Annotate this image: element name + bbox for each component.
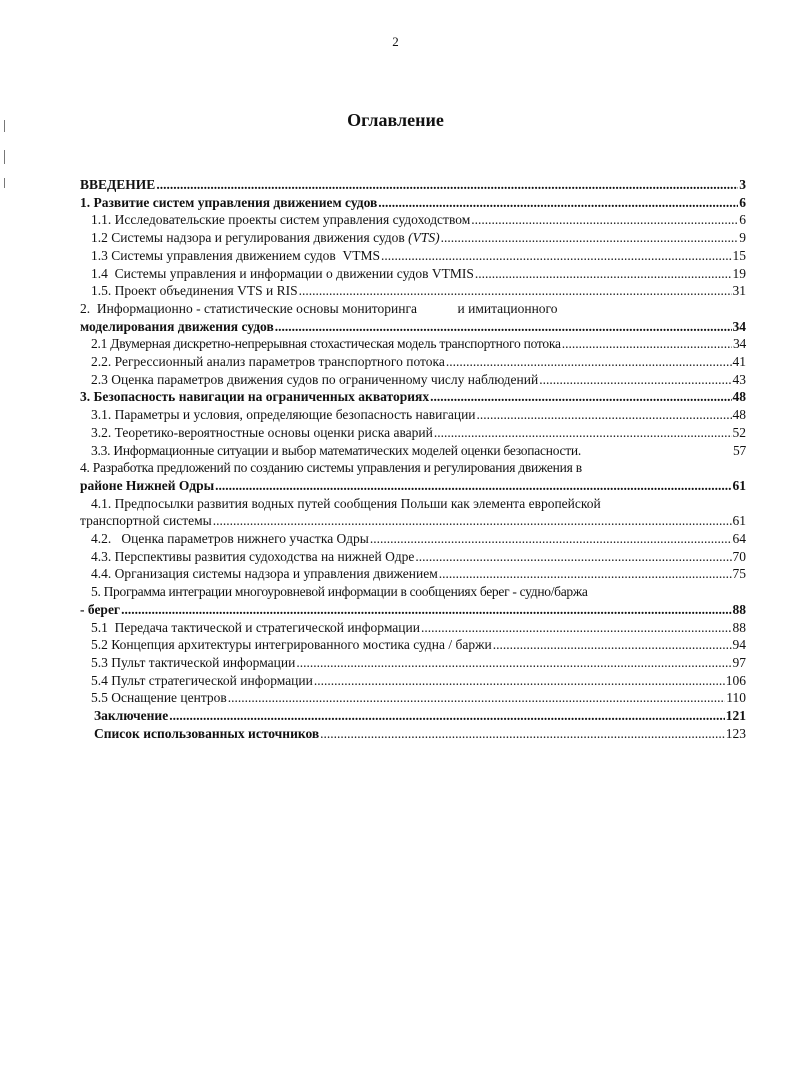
toc-entry-chapter-5[interactable]: 5. Программа интеграции многоуровневой информации в сообщениях берег - судно/баржа - берег ..... 88 (80, 583, 746, 618)
margin-mark (4, 150, 5, 164)
toc-entry-1-3[interactable]: 1.3 Системы управления движением судов VTMS ..... 15 (80, 247, 746, 265)
toc-entry-4-1[interactable]: 4.1. Предпосылки развития водных путей сообщения Польши как элемента европейской транспортной системы ..... 61 (80, 495, 746, 530)
toc-entry-1-5[interactable]: 1.5. Проект объединения VTS и RIS ..... 31 (80, 282, 746, 300)
toc-entry-chapter-3[interactable]: 3. Безопасность навигации на ограниченных акваториях ..... 48 (80, 388, 746, 406)
page-number: 2 (392, 34, 399, 49)
toc-entry-conclusion[interactable]: Заключение ..... 121 (80, 707, 746, 725)
toc-entry-4-2[interactable]: 4.2. Оценка параметров нижнего участка Одры ..... 64 (80, 530, 746, 548)
toc-entry-chapter-1[interactable]: 1. Развитие систем управления движением судов ..... 6 (80, 194, 746, 212)
toc-entry-1-1[interactable]: 1.1. Исследовательские проекты систем управления судоходством ..... 6 (80, 211, 746, 229)
toc-entry-3-2[interactable]: 3.2. Теоретико-вероятностные основы оценки риска аварий ..... 52 (80, 424, 746, 442)
toc-entry-4-4[interactable]: 4.4. Организация системы надзора и управления движением ..... 75 (80, 565, 746, 583)
toc-entry-5-1[interactable]: 5.1 Передача тактической и стратегической информации ..... 88 (80, 619, 746, 637)
toc-entry-chapter-2[interactable]: 2. Информационно - статистические основы мониторинга и имитационного моделирования движения судов ..... 34 (80, 300, 746, 335)
margin-mark (4, 178, 5, 188)
toc-entry-5-5[interactable]: 5.5 Оснащение центров ..... 110 (80, 689, 746, 707)
toc-entry-references[interactable]: Список использованных источников ..... 123 (80, 725, 746, 743)
toc-entry-1-4[interactable]: 1.4 Системы управления и информации о движении судов VTMIS ..... 19 (80, 265, 746, 283)
toc-entry-5-3[interactable]: 5.3 Пульт тактической информации ..... 97 (80, 654, 746, 672)
toc-entry-5-4[interactable]: 5.4 Пульт стратегической информации ..... 106 (80, 672, 746, 690)
table-of-contents (80, 176, 746, 743)
toc-entry-2-3[interactable]: 2.3 Оценка параметров движения судов по ограниченному числу наблюдений ..... 43 (80, 371, 746, 389)
toc-entry-1-2[interactable]: 1.2 Системы надзора и регулирования движения судов (VTS) ..... 9 (80, 229, 746, 247)
toc-entry-2-2[interactable]: 2.2. Регрессионный анализ параметров транспортного потока ..... 41 (80, 353, 746, 371)
toc-entry-5-2[interactable]: 5.2 Концепция архитектуры интегрированного мостика судна / баржи ..... 94 (80, 636, 746, 654)
toc-title: Оглавление (347, 110, 444, 130)
toc-entry-3-3[interactable]: 3.3. Информационные ситуации и выбор математических моделей оценки безопасности. 57 (91, 442, 746, 458)
toc-entry-introduction[interactable]: ВВЕДЕНИЕ ..... 3 (80, 176, 746, 194)
toc-entry-4-3[interactable]: 4.3. Перспективы развития судоходства на нижней Одре ..... 70 (80, 548, 746, 566)
toc-entry-2-1[interactable]: 2.1 Двумерная дискретно-непрерывная стохастическая модель транспортного потока ..... 34 (80, 335, 746, 353)
toc-entry-chapter-4[interactable]: 4. Разработка предложений по созданию системы управления и регулирования движения в районе Нижней Одры ..... 61 (80, 459, 746, 494)
toc-entry-3-1[interactable]: 3.1. Параметры и условия, определяющие безопасность навигации ..... 48 (80, 406, 746, 424)
